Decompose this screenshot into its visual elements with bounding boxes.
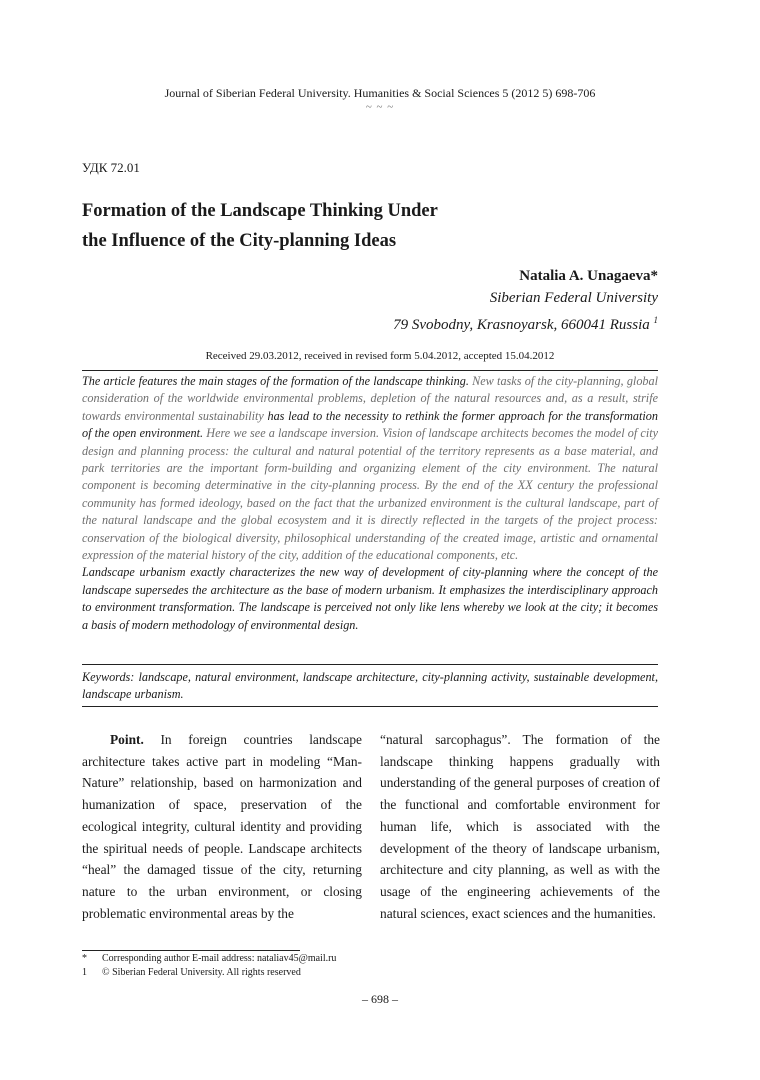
header-tilde-separator: ~ ~ ~ xyxy=(365,101,395,113)
footnote-copyright xyxy=(82,967,301,979)
author-name: Natalia A. Unagaeva* xyxy=(519,268,658,284)
footnote-mark: 1 xyxy=(82,967,87,978)
author-address-footnote-mark: 1 xyxy=(653,315,658,325)
abstract xyxy=(82,373,658,634)
abstract-lead-sentence: The article features the main stages of the formation of the landscape thinking. xyxy=(82,374,469,388)
author-block xyxy=(393,265,658,336)
author-address xyxy=(393,309,658,336)
abstract-paragraph-2: Landscape urbanism exactly characterizes the new way of development of city-planning where the concept of the landscape supersedes the architecture as the base of modern urbanism. It emphasizes the interdisciplinary approach to environment transformation. The landscape is perceived not only like lens whereby we look at the city; it becomes a basis of modern methodology of environmental design. xyxy=(82,565,658,632)
author-affiliation: Siberian Federal University xyxy=(489,290,658,306)
journal-header: Journal of Siberian Federal University. Humanities & Social Sciences 5 (2012 5) 698-706 xyxy=(164,86,596,100)
keywords-top-rule xyxy=(82,664,658,665)
body-left-text: In foreign countries landscape architecture takes active part in modeling “Man-Nature” relationship, based on harmonization and humanization of space, preservation of the ecological integrity, cultural identity and providing the spiritual needs of people. Landscape architects “heal” the damaged tissue of the city, returning nature to the urban environment, or closing problematic environmental areas by the xyxy=(82,732,362,921)
abstract-top-rule xyxy=(82,370,658,371)
keywords-bottom-rule xyxy=(82,706,658,707)
article-title-line-1: Formation of the Landscape Thinking Under xyxy=(82,201,438,221)
abstract-text-grey-1: New tasks of the city-planning, global consideration of the worldwide environmental problems, depletion of the natural resources and, as a result, strife towards environmental sustainability xyxy=(82,374,658,423)
article-title-line-2: the Influence of the City-planning Ideas xyxy=(82,231,397,251)
footnote-corresponding-author xyxy=(82,953,336,965)
body-column-right: “natural sarcophagus”. The formation of the landscape thinking happens gradually with understanding of the general purposes of creation of the functional and comfortable environment for human life, which is associated with the development of the theory of landscape urbanism, architecture and city planning, as well as with the usage of the engineering achievements of the natural sciences, exact sciences and the humanities. xyxy=(380,732,660,921)
keywords: Keywords: landscape, natural environment, landscape architecture, city-planning activity, sustainable development, landscape urbanism. xyxy=(82,670,658,702)
abstract-text-emphasis: has lead to the necessity to rethink the former approach for the transformation of the open environment. xyxy=(82,408,658,441)
page-number: – 698 – xyxy=(362,992,398,1006)
body-column-left xyxy=(82,729,362,924)
received-dates: Received 29.03.2012, received in revised form 5.04.2012, accepted 15.04.2012 xyxy=(205,350,555,362)
abstract-paragraph-1 xyxy=(82,373,658,564)
author-address-text: 79 Svobodny, Krasnoyarsk, 660041 Russia xyxy=(393,317,650,333)
footnote-rule xyxy=(82,950,300,951)
article-title xyxy=(82,196,642,256)
udk-code: УДК 72.01 xyxy=(82,160,140,175)
footnote-mark: * xyxy=(82,953,87,964)
body-lead-word: Point. xyxy=(110,732,144,747)
footnote-text: © Siberian Federal University. All rights reserved xyxy=(102,967,301,978)
abstract-text-grey-2: Here we see a landscape inversion. Vision of landscape architects becomes the model of city design and planning process: the cultural and natural potential of the territory represents as a base material, and park territories are the important form-building and organizing element of the city environment. The natural component is becoming determinative in the city-planning process. By the end of the XX century the professional community has formed ideology, based on the fact that the urbanized environment is the cultural landscape, part of the natural landscape and the global ecosystem and it is directly reflected in the targets of the project process: conservation of the biological diversity, philosophical understanding of the created image, artistic and ornamental expression of the material history of the city, addition of the educational components, etc. xyxy=(82,426,659,563)
footnote-text: Corresponding author E-mail address: nataliav45@mail.ru xyxy=(102,953,337,964)
